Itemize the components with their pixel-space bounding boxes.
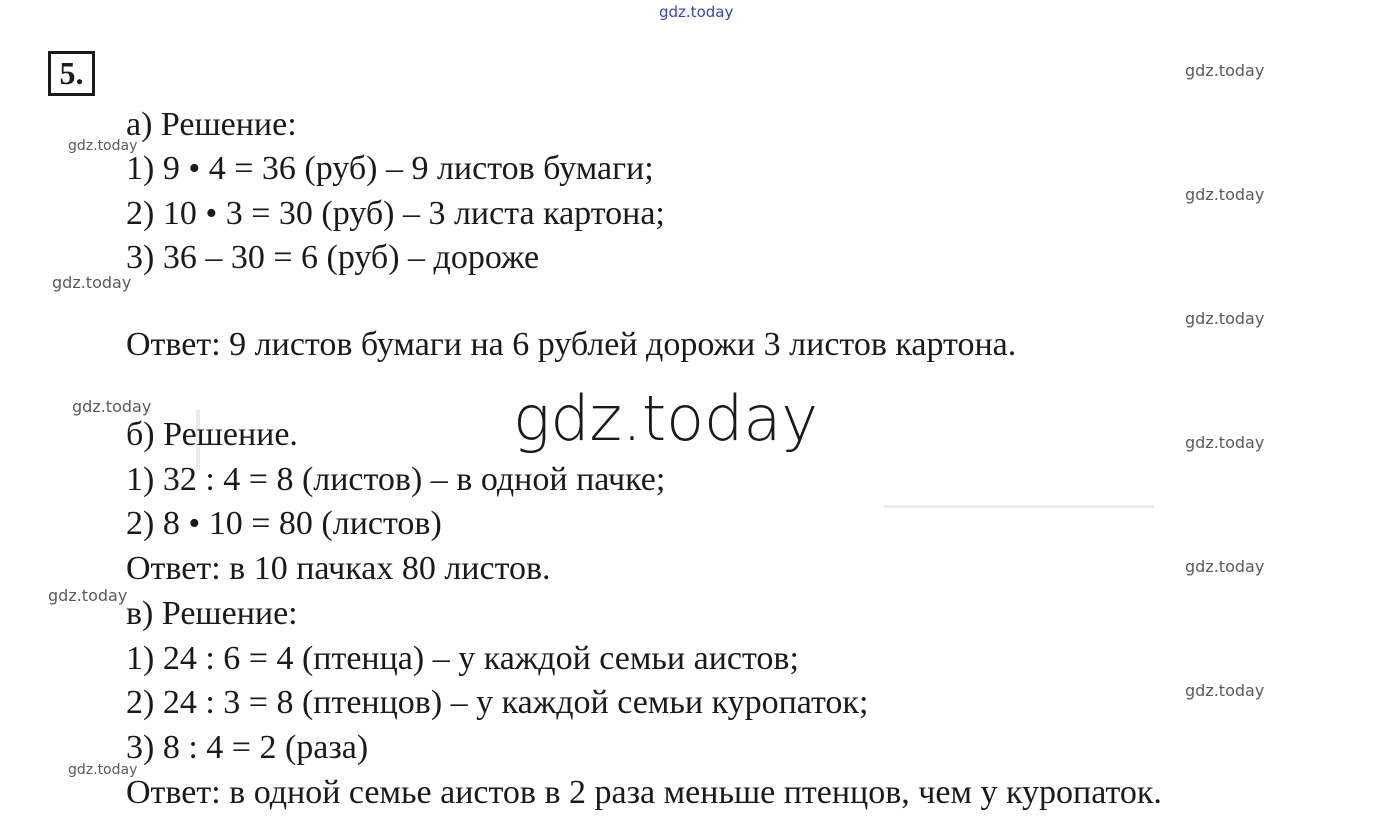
- watermark: gdz.today: [68, 138, 138, 154]
- center-watermark: gdz.today: [513, 382, 819, 455]
- part-b-step-2: 2) 8 • 10 = 80 (листов): [126, 505, 442, 542]
- watermark: gdz.today: [1185, 557, 1265, 576]
- part-a-step-2: 2) 10 • 3 = 30 (руб) – 3 листа картона;: [126, 195, 665, 232]
- part-a-answer: Ответ: 9 листов бумаги на 6 рублей дорожи 3 листов картона.: [126, 326, 1017, 363]
- part-v-step-3: 3) 8 : 4 = 2 (раза): [126, 729, 369, 766]
- part-v-heading: в) Решение:: [126, 595, 298, 632]
- watermark: gdz.today: [72, 397, 152, 416]
- watermark: gdz.today: [1185, 433, 1265, 452]
- ghost-artifact: [884, 505, 1154, 508]
- part-b-step-1: 1) 32 : 4 = 8 (листов) – в одной пачке;: [126, 461, 666, 498]
- watermark: gdz.today: [1185, 185, 1265, 204]
- part-b-heading: б) Решение.: [126, 416, 298, 453]
- watermark: gdz.today: [68, 762, 138, 778]
- part-v-answer: Ответ: в одной семье аистов в 2 раза меньше птенцов, чем у куропаток.: [126, 774, 1162, 811]
- watermark: gdz.today: [1185, 61, 1265, 80]
- task-number: 5.: [48, 51, 95, 96]
- part-a-step-1: 1) 9 • 4 = 36 (руб) – 9 листов бумаги;: [126, 150, 654, 187]
- part-v-step-1: 1) 24 : 6 = 4 (птенца) – у каждой семьи аистов;: [126, 640, 799, 677]
- part-v-step-2: 2) 24 : 3 = 8 (птенцов) – у каждой семьи куропаток;: [126, 684, 869, 721]
- part-a-step-3: 3) 36 – 30 = 6 (руб) – дороже: [126, 239, 540, 276]
- watermark: gdz.today: [48, 586, 128, 605]
- top-watermark: gdz.today: [659, 3, 734, 21]
- part-b-answer: Ответ: в 10 пачках 80 листов.: [126, 550, 551, 587]
- part-a-heading: а) Решение:: [126, 106, 297, 143]
- watermark: gdz.today: [52, 273, 132, 292]
- watermark: gdz.today: [1185, 681, 1265, 700]
- watermark: gdz.today: [1185, 309, 1265, 328]
